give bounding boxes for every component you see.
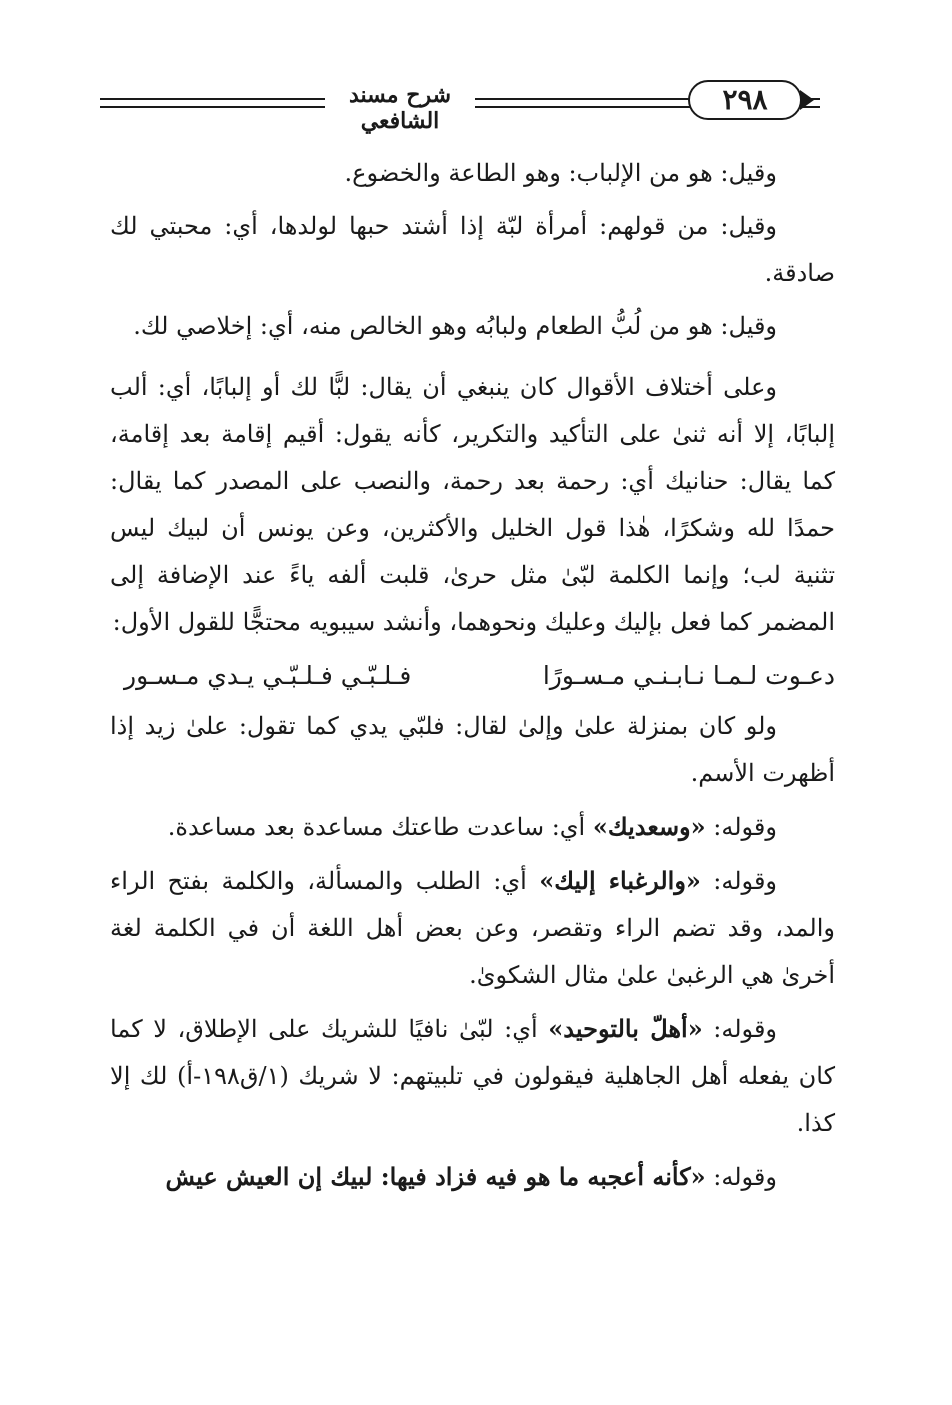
quoted-phrase: «والرغباء إليك» bbox=[539, 866, 701, 895]
poem-hemistich-second: فـلـبّـي فـلـبّـي يـدي مـسـور bbox=[124, 661, 412, 690]
poem-hemistich-first: دعـوت لـمـا نـابـنـي مـسـورًا bbox=[542, 661, 835, 690]
quote-prefix: وقوله: bbox=[702, 1015, 778, 1043]
paragraph bbox=[110, 857, 835, 999]
quote-prefix: وقوله: bbox=[700, 867, 778, 895]
quote-explanation: أي: الطلب والمسألة، والكلمة بفتح الراء والمد، وقد تضم الراء وتقصر، وعن بعض أهل اللغة أن في الكلمة لغة أخرىٰ هي الرغبىٰ علىٰ مثال الشكوىٰ. bbox=[110, 867, 835, 989]
quote-explanation: أي: لبّىٰ نافيًا للشريك على الإطلاق، لا كما كان يفعله أهل الجاهلية فيقولون في تلبيتهم: لا شريك (١/ق١٩٨-أ) لك إلا كذا. bbox=[110, 1015, 836, 1137]
quote-explanation: أي: ساعدت طاعتك مساعدة بعد مساعدة. bbox=[167, 813, 593, 841]
quoted-phrase: «أهلّ بالتوحيد» bbox=[548, 1014, 703, 1043]
quote-prefix: وقوله: bbox=[705, 1163, 777, 1191]
paragraph: وقيل: من قولهم: أمرأة لبّة إذا أشتد حبها لولدها، أي: محبتي لك صادقة. bbox=[110, 212, 835, 287]
page-body bbox=[110, 150, 835, 1207]
paragraph: وقيل: هو من الإلباب: وهو الطاعة والخضوع. bbox=[344, 159, 777, 187]
paragraph bbox=[110, 1005, 835, 1147]
header-rule-left bbox=[100, 98, 325, 108]
book-title: شرح مسند الشافعي bbox=[348, 82, 452, 134]
quoted-phrase: «كأنه أعجبه ما هو فيه فزاد فيها: لبيك إن العيش عيش bbox=[165, 1162, 706, 1191]
paragraph bbox=[110, 1153, 835, 1201]
page-number: ٢٩٨ bbox=[688, 80, 802, 120]
quote-prefix: وقوله: bbox=[705, 813, 777, 841]
paragraph: وقيل: هو من لُبُّ الطعام ولبابُه وهو الخالص منه، أي: إخلاصي لك. bbox=[133, 312, 777, 340]
paragraph: ولو كان بمنزلة علىٰ وإلىٰ لقال: فلبّي يدي كما تقول: علىٰ زيد إذا أظهرت الأسم. bbox=[110, 712, 835, 787]
paragraph bbox=[110, 803, 835, 851]
poem-verse bbox=[110, 652, 835, 699]
quoted-phrase: «وسعديك» bbox=[592, 812, 706, 841]
page-header bbox=[100, 60, 835, 134]
paragraph: وعلى أختلاف الأقوال كان ينبغي أن يقال: لبًّا لك أو إلبابًا، أي: ألب إلبابًا، إلا أنه ثنىٰ على التأكيد والتكرير، كأنه يقول: أقيم إقامة بعد إقامة، كما يقال: حنانيك أي: رحمة بعد رحمة، والنصب على المصدر كما يقال: حمدًا لله وشكرًا، هٰذا قول الخليل والأكثرين، وعن يونس أن لبيك ليس تثنية لب؛ وإنما الكلمة لبّىٰ مثل حرىٰ، قلبت ألفه ياءً عند الإضافة إلى المضمر كما فعل بإليك وعليك ونحوهما، وأنشد سيبويه محتجًّا للقول الأول: bbox=[110, 373, 835, 636]
